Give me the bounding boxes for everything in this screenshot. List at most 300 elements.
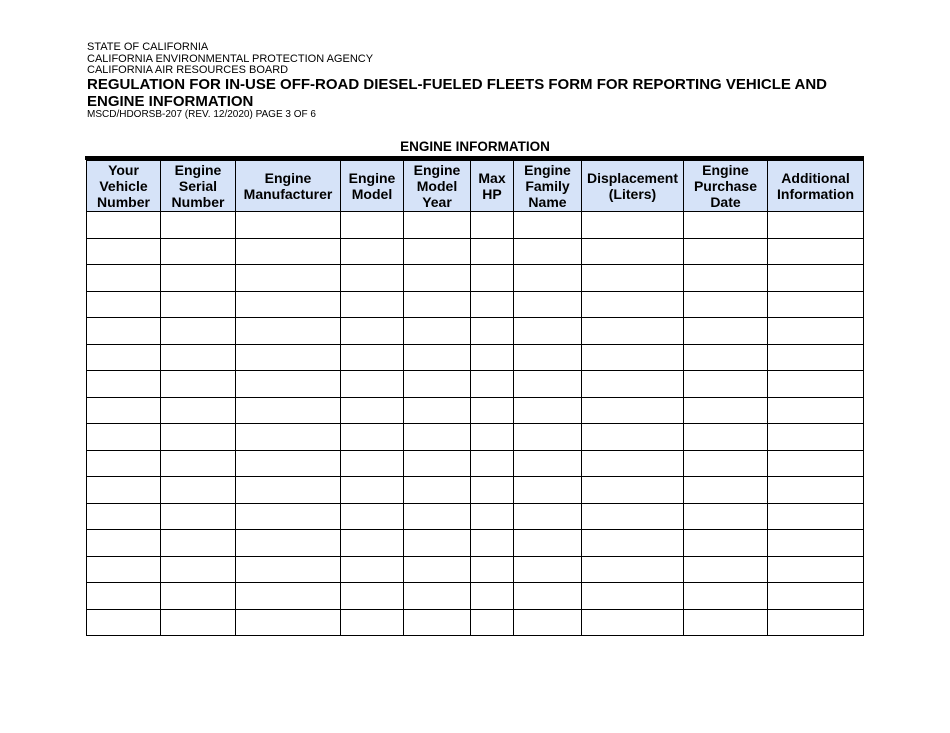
table-cell-engine-purchase-date [684,450,768,477]
table-cell-engine-model [341,583,404,610]
engine-model-field[interactable] [341,610,403,636]
additional-information-field[interactable] [768,477,863,503]
table-cell-vehicle-number [87,583,161,610]
engine-model-year-field[interactable] [404,292,470,318]
vehicle-number-field[interactable] [87,212,160,238]
engine-model-field[interactable] [341,424,403,450]
engine-model-year-field[interactable] [404,371,470,397]
engine-serial-number-field[interactable] [161,477,235,503]
table-cell-engine-family-name [514,397,582,424]
engine-purchase-date-field[interactable] [684,451,767,477]
engine-manufacturer-field[interactable] [236,477,340,503]
displacement-field[interactable] [582,424,683,450]
displacement-field[interactable] [582,212,683,238]
displacement-field[interactable] [582,530,683,556]
displacement-field[interactable] [582,318,683,344]
engine-serial-number-field[interactable] [161,451,235,477]
table-row [87,397,864,424]
engine-model-field[interactable] [341,212,403,238]
engine-serial-number-field[interactable] [161,345,235,371]
table-cell-engine-purchase-date [684,530,768,557]
displacement-field[interactable] [582,371,683,397]
table-cell-engine-model [341,556,404,583]
engine-purchase-date-field[interactable] [684,345,767,371]
engine-model-year-field[interactable] [404,345,470,371]
table-cell-max-hp [471,238,514,265]
vehicle-number-field[interactable] [87,557,160,583]
table-cell-engine-purchase-date [684,503,768,530]
engine-manufacturer-field[interactable] [236,212,340,238]
engine-manufacturer-field[interactable] [236,530,340,556]
col-header-additional-information [768,161,864,212]
table-cell-additional-information [768,477,864,504]
table-row [87,212,864,239]
col-header-label: Engine Model Year [413,162,461,210]
engine-serial-number-field[interactable] [161,371,235,397]
displacement-field[interactable] [582,239,683,265]
vehicle-number-field[interactable] [87,504,160,530]
vehicle-number-field[interactable] [87,318,160,344]
vehicle-number-field[interactable] [87,610,160,636]
col-header-engine-family-name [514,161,582,212]
engine-family-name-field[interactable] [514,265,581,291]
table-cell-engine-manufacturer [236,291,341,318]
engine-model-field[interactable] [341,371,403,397]
table-cell-vehicle-number [87,238,161,265]
vehicle-number-field[interactable] [87,239,160,265]
table-cell-engine-serial-number [161,424,236,451]
table-cell-engine-model [341,291,404,318]
max-hp-field[interactable] [471,318,513,344]
engine-model-field[interactable] [341,239,403,265]
engine-model-year-field[interactable] [404,530,470,556]
table-cell-engine-family-name [514,583,582,610]
table-row [87,530,864,557]
vehicle-number-field[interactable] [87,424,160,450]
table-cell-engine-family-name [514,371,582,398]
additional-information-field[interactable] [768,424,863,450]
agency-line-epa: CALIFORNIA ENVIRONMENTAL PROTECTION AGENCY [87,52,374,65]
table-cell-engine-purchase-date [684,344,768,371]
table-cell-engine-model [341,318,404,345]
additional-information-field[interactable] [768,318,863,344]
table-cell-vehicle-number [87,450,161,477]
table-cell-displacement [582,238,684,265]
displacement-field[interactable] [582,398,683,424]
table-cell-additional-information [768,212,864,239]
table-cell-engine-serial-number [161,318,236,345]
additional-information-field[interactable] [768,451,863,477]
table-cell-displacement [582,530,684,557]
table-cell-engine-family-name [514,530,582,557]
engine-model-year-field[interactable] [404,477,470,503]
table-cell-displacement [582,371,684,398]
engine-family-name-field[interactable] [514,212,581,238]
table-cell-displacement [582,265,684,292]
col-header-label: Engine Purchase Date [693,162,758,210]
engine-purchase-date-field[interactable] [684,504,767,530]
table-cell-engine-manufacturer [236,503,341,530]
table-cell-engine-purchase-date [684,609,768,636]
displacement-field[interactable] [582,557,683,583]
vehicle-number-field[interactable] [87,398,160,424]
engine-serial-number-field[interactable] [161,212,235,238]
engine-serial-number-field[interactable] [161,424,235,450]
additional-information-field[interactable] [768,557,863,583]
engine-serial-number-field[interactable] [161,398,235,424]
table-row [87,424,864,451]
table-cell-engine-manufacturer [236,238,341,265]
additional-information-field[interactable] [768,610,863,636]
engine-purchase-date-field[interactable] [684,557,767,583]
max-hp-field[interactable] [471,371,513,397]
max-hp-field[interactable] [471,265,513,291]
engine-serial-number-field[interactable] [161,583,235,609]
max-hp-field[interactable] [471,239,513,265]
table-cell-engine-manufacturer [236,318,341,345]
table-cell-engine-serial-number [161,265,236,292]
vehicle-number-field[interactable] [87,265,160,291]
max-hp-field[interactable] [471,530,513,556]
col-header-max-hp [471,161,514,212]
additional-information-field[interactable] [768,583,863,609]
max-hp-field[interactable] [471,583,513,609]
table-cell-engine-model [341,503,404,530]
engine-manufacturer-field[interactable] [236,345,340,371]
max-hp-field[interactable] [471,504,513,530]
table-cell-additional-information [768,291,864,318]
agency-header [87,42,373,77]
vehicle-number-field[interactable] [87,583,160,609]
col-header-engine-manufacturer [236,161,341,212]
table-row [87,609,864,636]
engine-model-field[interactable] [341,265,403,291]
engine-model-field[interactable] [341,504,403,530]
table-cell-engine-serial-number [161,556,236,583]
engine-purchase-date-field[interactable] [684,318,767,344]
displacement-field[interactable] [582,345,683,371]
engine-family-name-field[interactable] [514,424,581,450]
table-cell-additional-information [768,424,864,451]
table-cell-engine-model [341,450,404,477]
max-hp-field[interactable] [471,292,513,318]
table-cell-engine-manufacturer [236,583,341,610]
engine-model-field[interactable] [341,530,403,556]
engine-serial-number-field[interactable] [161,610,235,636]
displacement-field[interactable] [582,610,683,636]
engine-manufacturer-field[interactable] [236,557,340,583]
table-cell-additional-information [768,397,864,424]
col-header-label: Displacement (Liters) [586,170,679,202]
engine-family-name-field[interactable] [514,451,581,477]
engine-manufacturer-field[interactable] [236,239,340,265]
table-cell-engine-manufacturer [236,397,341,424]
table-cell-engine-model [341,424,404,451]
engine-family-name-field[interactable] [514,583,581,609]
engine-purchase-date-field[interactable] [684,530,767,556]
table-cell-engine-model [341,212,404,239]
table-cell-displacement [582,477,684,504]
table-cell-max-hp [471,291,514,318]
table-cell-engine-purchase-date [684,238,768,265]
table-row [87,583,864,610]
additional-information-field[interactable] [768,504,863,530]
table-cell-displacement [582,397,684,424]
engine-purchase-date-field[interactable] [684,583,767,609]
engine-model-field[interactable] [341,477,403,503]
table-cell-vehicle-number [87,424,161,451]
col-header-engine-model-year [404,161,471,212]
engine-model-year-field[interactable] [404,239,470,265]
form-title: REGULATION FOR IN-USE OFF-ROAD DIESEL-FUELED FLEETS FORM FOR REPORTING VEHICLE AND ENGINE INFORMATION [87,76,827,110]
engine-model-year-field[interactable] [404,504,470,530]
engine-model-field[interactable] [341,318,403,344]
additional-information-field[interactable] [768,212,863,238]
engine-family-name-field[interactable] [514,610,581,636]
engine-purchase-date-field[interactable] [684,212,767,238]
table-cell-engine-model [341,265,404,292]
table-cell-engine-purchase-date [684,371,768,398]
table-cell-engine-serial-number [161,371,236,398]
col-header-label: Engine Model [348,170,396,202]
engine-manufacturer-field[interactable] [236,318,340,344]
col-header-engine-model [341,161,404,212]
engine-model-year-field[interactable] [404,557,470,583]
engine-serial-number-field[interactable] [161,265,235,291]
engine-purchase-date-field[interactable] [684,477,767,503]
table-cell-additional-information [768,556,864,583]
col-header-label: Additional Information [777,170,854,202]
displacement-field[interactable] [582,451,683,477]
table-cell-engine-model-year [404,609,471,636]
engine-family-name-field[interactable] [514,398,581,424]
engine-model-field[interactable] [341,292,403,318]
engine-purchase-date-field[interactable] [684,371,767,397]
table-cell-additional-information [768,371,864,398]
max-hp-field[interactable] [471,477,513,503]
table-cell-engine-serial-number [161,212,236,239]
engine-model-field[interactable] [341,398,403,424]
engine-manufacturer-field[interactable] [236,292,340,318]
table-cell-engine-family-name [514,212,582,239]
engine-family-name-field[interactable] [514,345,581,371]
col-header-label: Your Vehicle Number [97,162,150,210]
max-hp-field[interactable] [471,424,513,450]
table-cell-vehicle-number [87,397,161,424]
table-cell-engine-model-year [404,450,471,477]
engine-family-name-field[interactable] [514,318,581,344]
table-cell-engine-model-year [404,344,471,371]
engine-manufacturer-field[interactable] [236,424,340,450]
table-cell-vehicle-number [87,265,161,292]
table-cell-engine-purchase-date [684,583,768,610]
table-cell-engine-model-year [404,556,471,583]
additional-information-field[interactable] [768,398,863,424]
table-row [87,503,864,530]
table-cell-max-hp [471,556,514,583]
displacement-field[interactable] [582,292,683,318]
additional-information-field[interactable] [768,239,863,265]
table-cell-vehicle-number [87,503,161,530]
max-hp-field[interactable] [471,398,513,424]
table-cell-additional-information [768,238,864,265]
engine-serial-number-field[interactable] [161,504,235,530]
engine-serial-number-field[interactable] [161,292,235,318]
engine-purchase-date-field[interactable] [684,239,767,265]
engine-serial-number-field[interactable] [161,318,235,344]
table-cell-additional-information [768,609,864,636]
engine-serial-number-field[interactable] [161,239,235,265]
engine-manufacturer-field[interactable] [236,610,340,636]
engine-manufacturer-field[interactable] [236,583,340,609]
engine-model-year-field[interactable] [404,318,470,344]
engine-manufacturer-field[interactable] [236,398,340,424]
table-row [87,450,864,477]
additional-information-field[interactable] [768,265,863,291]
engine-model-field[interactable] [341,583,403,609]
additional-information-field[interactable] [768,292,863,318]
table-cell-max-hp [471,450,514,477]
vehicle-number-field[interactable] [87,345,160,371]
table-cell-engine-model-year [404,212,471,239]
table-cell-engine-family-name [514,238,582,265]
section-title: ENGINE INFORMATION [400,139,550,154]
table-cell-vehicle-number [87,609,161,636]
engine-info-table [86,160,864,636]
table-cell-engine-manufacturer [236,265,341,292]
agency-line-state: STATE OF CALIFORNIA [87,41,209,53]
displacement-field[interactable] [582,265,683,291]
engine-serial-number-field[interactable] [161,530,235,556]
engine-manufacturer-field[interactable] [236,504,340,530]
agency-line-carb: CALIFORNIA AIR RESOURCES BOARD [87,64,289,76]
table-cell-engine-model [341,397,404,424]
engine-model-field[interactable] [341,557,403,583]
max-hp-field[interactable] [471,212,513,238]
engine-model-year-field[interactable] [404,212,470,238]
table-cell-max-hp [471,503,514,530]
vehicle-number-field[interactable] [87,371,160,397]
table-cell-vehicle-number [87,530,161,557]
engine-family-name-field[interactable] [514,504,581,530]
max-hp-field[interactable] [471,557,513,583]
table-cell-engine-family-name [514,450,582,477]
engine-purchase-date-field[interactable] [684,610,767,636]
table-cell-engine-family-name [514,424,582,451]
engine-manufacturer-field[interactable] [236,451,340,477]
engine-family-name-field[interactable] [514,530,581,556]
engine-model-field[interactable] [341,345,403,371]
displacement-field[interactable] [582,583,683,609]
engine-model-year-field[interactable] [404,583,470,609]
engine-model-year-field[interactable] [404,398,470,424]
max-hp-field[interactable] [471,451,513,477]
vehicle-number-field[interactable] [87,477,160,503]
table-cell-engine-purchase-date [684,424,768,451]
table-cell-displacement [582,503,684,530]
table-cell-engine-model [341,238,404,265]
table-cell-engine-purchase-date [684,291,768,318]
engine-purchase-date-field[interactable] [684,398,767,424]
table-cell-engine-serial-number [161,503,236,530]
engine-manufacturer-field[interactable] [236,371,340,397]
col-header-vehicle-number [87,161,161,212]
engine-family-name-field[interactable] [514,477,581,503]
engine-model-year-field[interactable] [404,610,470,636]
table-cell-engine-model-year [404,477,471,504]
table-cell-displacement [582,318,684,345]
engine-model-year-field[interactable] [404,451,470,477]
table-cell-engine-family-name [514,609,582,636]
col-header-label: Engine Family Name [524,162,571,210]
table-cell-additional-information [768,318,864,345]
engine-family-name-field[interactable] [514,557,581,583]
engine-family-name-field[interactable] [514,292,581,318]
additional-information-field[interactable] [768,345,863,371]
engine-serial-number-field[interactable] [161,557,235,583]
engine-manufacturer-field[interactable] [236,265,340,291]
engine-family-name-field[interactable] [514,371,581,397]
additional-information-field[interactable] [768,371,863,397]
table-cell-engine-purchase-date [684,212,768,239]
engine-family-name-field[interactable] [514,239,581,265]
table-row [87,238,864,265]
table-cell-engine-family-name [514,318,582,345]
table-cell-max-hp [471,212,514,239]
table-cell-engine-manufacturer [236,530,341,557]
displacement-field[interactable] [582,477,683,503]
table-cell-engine-model-year [404,530,471,557]
table-row [87,344,864,371]
table-cell-engine-model-year [404,371,471,398]
table-cell-engine-manufacturer [236,450,341,477]
table-cell-engine-serial-number [161,450,236,477]
table-cell-engine-family-name [514,556,582,583]
engine-model-field[interactable] [341,451,403,477]
table-cell-vehicle-number [87,291,161,318]
engine-purchase-date-field[interactable] [684,265,767,291]
table-cell-displacement [582,212,684,239]
engine-model-year-field[interactable] [404,424,470,450]
table-row [87,318,864,345]
engine-purchase-date-field[interactable] [684,292,767,318]
table-cell-max-hp [471,424,514,451]
engine-purchase-date-field[interactable] [684,424,767,450]
displacement-field[interactable] [582,504,683,530]
vehicle-number-field[interactable] [87,530,160,556]
table-cell-displacement [582,556,684,583]
table-cell-engine-model-year [404,318,471,345]
table-cell-engine-manufacturer [236,371,341,398]
table-cell-additional-information [768,583,864,610]
table-cell-max-hp [471,477,514,504]
table-cell-engine-family-name [514,477,582,504]
additional-information-field[interactable] [768,530,863,556]
table-cell-additional-information [768,265,864,292]
table-cell-max-hp [471,371,514,398]
table-cell-engine-model [341,344,404,371]
table-cell-max-hp [471,344,514,371]
max-hp-field[interactable] [471,610,513,636]
form-id: MSCD/HDORSB-207 (REV. 12/2020) PAGE 3 OF 6 [87,109,316,120]
col-header-displacement [582,161,684,212]
vehicle-number-field[interactable] [87,451,160,477]
max-hp-field[interactable] [471,345,513,371]
table-cell-engine-family-name [514,503,582,530]
engine-model-year-field[interactable] [404,265,470,291]
table-cell-displacement [582,424,684,451]
vehicle-number-field[interactable] [87,292,160,318]
